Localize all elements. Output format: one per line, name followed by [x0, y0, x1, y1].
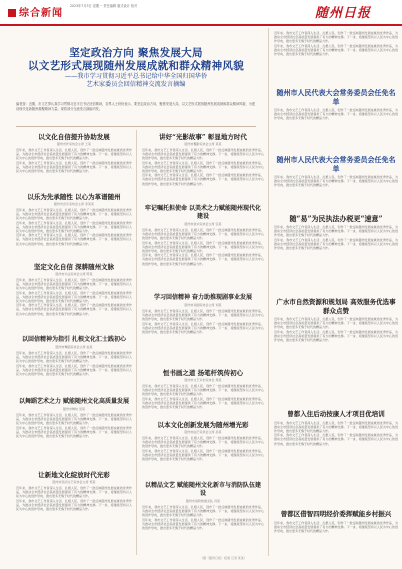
article-body: 近年来，我市文艺工作者深入生活、扎根人民，创作了一批反映随州发展成就的优秀作品，为推动全市经济社会高质量发展提供了有力的精神支撑。下一步，将继续坚持以人民为中心的创作导向，推出更多无愧于时代的精品力作。 — [16, 363, 132, 377]
article-byline: 随州市舞蹈家协会主席 赵某 — [55, 345, 93, 349]
sidebar-block — [274, 88, 398, 121]
article-body: 近年来，我市文艺工作者深入生活、扎根人民，创作了一批反映随州发展成就的优秀作品，为推动全市经济社会高质量发展提供了有力的精神支撑。下一步，将继续坚持以人民为中心的创作导向，推出更多无愧于时代的精品力作。 — [142, 160, 264, 174]
article-byline: 随州市文艺评论家协会 周某 — [184, 378, 222, 382]
editor-note: 编者按：近期，市文艺界认真学习贯彻习近平总书记回信精神，各界人士纷纷表示，要坚定政治方向，聚焦发展大局，以文艺形式展现随州发展成就和群众精神风貌，为建设现代化新随州凝聚精神力量。现将部分交流发言摘编刊发。 — [16, 102, 256, 111]
article-byline: 随州市美术家协会主席 张某 — [184, 222, 222, 226]
section-title: 综合新闻 — [19, 8, 63, 19]
article-title: 以本文化创新发展为随州增光彩 — [157, 421, 249, 429]
article-title: 学习回信精神 奋力助推现剧事业发展 — [153, 294, 253, 301]
section-label — [8, 4, 63, 19]
article-body: 近年来，我市文艺工作者深入生活、扎根人民，创作了一批反映随州发展成就的优秀作品，为推动全市经济社会高质量发展提供了有力的精神支撑。下一步，将继续坚持以人民为中心的创作导向，推出更多无愧于时代的精品力作。 — [142, 396, 264, 410]
sidebar-block — [274, 410, 398, 446]
article-body: 近年来，我市文艺工作者深入生活、扎根人民，创作了一批反映随州发展成就的优秀作品，为推动全市经济社会高质量发展提供了有力的精神支撑。下一步，将继续坚持以人民为中心的创作导向，推出更多无愧于时代的精品力作。 — [16, 351, 132, 364]
article-body: 近年来，我市文艺工作者深入生活、扎根人民，创作了一批反映随州发展成就的优秀作品，为推动全市经济社会高质量发展提供了有力的精神支撑。下一步，将继续坚持以人民为中心的创作导向，推出更多无愧于时代的精品力作。 — [142, 505, 264, 518]
article-body: 近年来，我市文艺工作者深入生活、扎根人民，创作了一批反映随州发展成就的优秀作品，为推动全市经济社会高质量发展提供了有力的精神支撑。下一步，将继续坚持以人民为中心的创作导向，推出更多无愧于时代的精品力作。 — [142, 240, 264, 254]
sidebar-body: 近年来，我市文艺工作者深入生活、扎根人民，创作了一批反映随州发展成就的优秀作品，为推动全市经济社会高质量发展提供了有力的精神支撑。下一步，将继续坚持以人民为中心的创作导向，推出更多无愧于时代的精品力作。 — [274, 31, 398, 44]
article-byline: 随州市音乐家协会主席 李某某 — [54, 202, 94, 206]
article-body: 近年来，我市文艺工作者深入生活、扎根人民，创作了一批反映随州发展成就的优秀作品，为推动全市经济社会高质量发展提供了有力的精神支撑。下一步，将继续坚持以人民为中心的创作导向，推出更多无愧于时代的精品力作。 — [142, 148, 264, 161]
article — [16, 192, 132, 246]
article — [16, 132, 132, 173]
article-title: 坚定文化自信 深耕随州文脉 — [33, 263, 115, 271]
column-rule — [268, 28, 269, 556]
article-title: 以精品文艺 赋能随州文化新市与消防队伍建设 — [144, 482, 262, 497]
article-byline: 随州市摄影家协会主席 某某 — [184, 142, 222, 146]
article-byline: 随州市戏剧家协会主席 刘某 — [184, 303, 222, 307]
article — [16, 398, 132, 438]
sidebar-body: 近年来，我市文艺工作者深入生活、扎根人民，创作了一批反映随州发展成就的优秀作品，为推动全市经济社会高质量发展提供了有力的精神支撑。下一步，将继续坚持以人民为中心的创作导向，推出更多无愧于时代的精品力作。 — [274, 520, 398, 533]
sidebar-title: 曾都入住后动按康人才项目优培训 — [287, 410, 385, 418]
headline-divider — [16, 126, 256, 127]
issue-meta: 2023年7月3日 星期一 责任编辑 版式设计 校对 — [70, 4, 138, 8]
headline-line2: 以文艺形式展现随州发展成就和群众精神风貌 — [28, 60, 244, 72]
article-body: 近年来，我市文艺工作者深入生活、扎根人民，创作了一批反映随州发展成就的优秀作品，为推动全市经济社会高质量发展提供了有力的精神支撑。下一步，将继续坚持以人民为中心的创作导向，推出更多无愧于时代的精品力作。 — [16, 413, 132, 426]
article-title: 恒书画之道 扬笔杆筑传初心 — [162, 369, 244, 377]
article — [142, 420, 264, 461]
sidebar-body: 近年来，我市文艺工作者深入生活、扎根人民，创作了一批反映随州发展成就的优秀作品，为推动全市经济社会高质量发展提供了有力的精神支撑。下一步，将继续坚持以人民为中心的创作导向，推出更多无愧于时代的精品力作。 — [274, 317, 398, 330]
sidebar-block — [274, 214, 398, 250]
article-body: 近年来，我市文艺工作者深入生活、扎根人民，创作了一批反映随州发展成就的优秀作品，为推动全市经济社会高质量发展提供了有力的精神支撑。下一步，将继续坚持以人民为中心的创作导向，推出更多无愧于时代的精品力作。 — [16, 233, 132, 246]
header-rule — [0, 24, 402, 26]
article-byline: 随州市作家协会主席 王某 — [57, 142, 91, 146]
article-byline: 随州市曲艺家协会主席 孙某 — [184, 430, 222, 434]
article — [142, 132, 264, 186]
article-body: 近年来，我市文艺工作者深入生活、扎根人民，创作了一批反映随州发展成就的优秀作品，为推动全市经济社会高质量发展提供了有力的精神支撑。下一步，将继续坚持以人民为中心的创作导向，推出更多无愧于时代的精品力作。 — [16, 486, 132, 499]
sidebar-body: 近年来，我市文艺工作者深入生活、扎根人民，创作了一批反映随州发展成就的优秀作品，为推动全市经济社会高质量发展提供了有力的精神支撑。下一步，将继续坚持以人民为中心的创作导向，推出更多无愧于时代的精品力作。 — [274, 433, 398, 446]
article-body: 近年来，我市文艺工作者深入生活、扎根人民，创作了一批反映随州发展成就的优秀作品，为推动全市经济社会高质量发展提供了有力的精神支撑。下一步，将继续坚持以人民为中心的创作导向，推出更多无愧于时代的精品力作。 — [16, 148, 132, 161]
article — [142, 205, 264, 266]
article — [16, 262, 132, 316]
sidebar-title: 曾都区借智四明经价委挥赋能乡村振兴 — [280, 510, 392, 518]
page-footer: （据《随州日报》报道 记者 某某） — [200, 556, 247, 560]
sidebar-body: 近年来，我市文艺工作者深入生活、扎根人民，创作了一批反映随州发展成就的优秀作品，为推动全市经济社会高质量发展提供了有力的精神支撑。下一步，将继续坚持以人民为中心的创作导向，推出更多无愧于时代的精品力作。 — [274, 175, 398, 188]
article-body: 近年来，我市文艺工作者深入生活、扎根人民，创作了一批反映随州发展成就的优秀作品，为推动全市经济社会高质量发展提供了有力的精神支撑。下一步，将继续坚持以人民为中心的创作导向，推出更多无愧于时代的精品力作。 — [142, 321, 264, 335]
article-body: 近年来，我市文艺工作者深入生活、扎根人民，创作了一批反映随州发展成就的优秀作品，为推动全市经济社会高质量发展提供了有力的精神支撑。下一步，将继续坚持以人民为中心的创作导向，推出更多无愧于时代的精品力作。 — [16, 290, 132, 304]
article — [142, 482, 264, 530]
sidebar-title: 广水市自然资源和规划局 高效服务优选事群众点赞 — [276, 298, 396, 315]
article-byline: 随州市消防救援支队 冯某 — [186, 499, 220, 503]
section-marker-icon — [8, 9, 16, 17]
article-body: 近年来，我市文艺工作者深入生活、扎根人民，创作了一批反映随州发展成就的优秀作品，为推动全市经济社会高质量发展提供了有力的精神支撑。下一步，将继续坚持以人民为中心的创作导向，推出更多无愧于时代的精品力作。 — [142, 253, 264, 266]
article-body: 近年来，我市文艺工作者深入生活、扎根人民，创作了一批反映随州发展成就的优秀作品，为推动全市经济社会高质量发展提供了有力的精神支撑。下一步，将继续坚持以人民为中心的创作导向，推出更多无愧于时代的精品力作。 — [16, 160, 132, 174]
headline-line1: 坚定政治方向 聚焦发展大局 — [69, 47, 203, 59]
article-byline: 随州市民间文艺家协会主席 郑某 — [52, 480, 96, 484]
page-header — [0, 0, 402, 27]
column-rule — [136, 130, 137, 555]
newspaper-logo: 随州日报 — [315, 6, 372, 21]
article-title: 讲好“光影故事” 彰显地方时代 — [159, 133, 247, 141]
article-body: 近年来，我市文艺工作者深入生活、扎根人民，创作了一批反映随州发展成就的优秀作品，为推动全市经济社会高质量发展提供了有力的精神支撑。下一步，将继续坚持以人民为中心的创作导向，推出更多无愧于时代的精品力作。 — [16, 208, 132, 221]
subheadline-line2: 艺术家委员会回信精神交流发言摘编 — [86, 81, 186, 88]
article-title: 牢记嘱托担使命 以美术之力赋能随州现代化建设 — [144, 205, 262, 220]
sidebar-body: 近年来，我市文艺工作者深入生活、扎根人民，创作了一批反映随州发展成就的优秀作品，为推动全市经济社会高质量发展提供了有力的精神支撑。下一步，将继续坚持以人民为中心的创作导向，推出更多无愧于时代的精品力作。 — [274, 420, 398, 433]
sidebar-block — [274, 510, 398, 533]
sidebar-block — [274, 31, 398, 56]
article-body: 近年来，我市文艺工作者深入生活、扎根人民，创作了一批反映随州发展成就的优秀作品，为推动全市经济社会高质量发展提供了有力的精神支撑。下一步，将继续坚持以人民为中心的创作导向，推出更多无愧于时代的精品力作。 — [142, 309, 264, 322]
main-headline — [16, 47, 256, 89]
sidebar-title: 随州市人民代表大会常务委员会任免名单 — [276, 88, 396, 106]
article-body: 近年来，我市文艺工作者深入生活、扎根人民，创作了一批反映随州发展成就的优秀作品，为推动全市经济社会高质量发展提供了有力的精神支撑。下一步，将继续坚持以人民为中心的创作导向，推出更多无愧于时代的精品力作。 — [16, 278, 132, 291]
sidebar-body: 近年来，我市文艺工作者深入生活、扎根人民，创作了一批反映随州发展成就的优秀作品，为推动全市经济社会高质量发展提供了有力的精神支撑。下一步，将继续坚持以人民为中心的创作导向，推出更多无愧于时代的精品力作。 — [274, 329, 398, 343]
article-body: 近年来，我市文艺工作者深入生活、扎根人民，创作了一批反映随州发展成就的优秀作品，为推动全市经济社会高质量发展提供了有力的精神支撑。下一步，将继续坚持以人民为中心的创作导向，推出更多无愧于时代的精品力作。 — [142, 228, 264, 241]
article-byline: 随州市书法家协会主席 陈某 — [55, 272, 93, 276]
article — [16, 470, 132, 511]
article-title: 让新地文化绽放时代光彩 — [38, 471, 110, 479]
article-title: 以回信精神为指引 扎根文化汇士践初心 — [21, 336, 127, 343]
sidebar-block — [274, 155, 398, 188]
article-byline: 随州市舞协 吴某 — [63, 407, 85, 411]
sidebar-title: 随“易”为民执法办税更“速意” — [289, 214, 383, 223]
sidebar-block — [274, 298, 398, 342]
article-body: 近年来，我市文艺工作者深入生活、扎根人民，创作了一批反映随州发展成就的优秀作品，为推动全市经济社会高质量发展提供了有力的精神支撑。下一步，将继续坚持以人民为中心的创作导向，推出更多无愧于时代的精品力作。 — [142, 436, 264, 449]
article — [142, 294, 264, 334]
article-body: 近年来，我市文艺工作者深入生活、扎根人民，创作了一批反映随州发展成就的优秀作品，为推动全市经济社会高质量发展提供了有力的精神支撑。下一步，将继续坚持以人民为中心的创作导向，推出更多无愧于时代的精品力作。 — [142, 517, 264, 531]
article-body: 近年来，我市文艺工作者深入生活、扎根人民，创作了一批反映随州发展成就的优秀作品，为推动全市经济社会高质量发展提供了有力的精神支撑。下一步，将继续坚持以人民为中心的创作导向，推出更多无愧于时代的精品力作。 — [16, 220, 132, 234]
sidebar-body: 近年来，我市文艺工作者深入生活、扎根人民，创作了一批反映随州发展成就的优秀作品，为推动全市经济社会高质量发展提供了有力的精神支撑。下一步，将继续坚持以人民为中心的创作导向，推出更多无愧于时代的精品力作。 — [274, 43, 398, 57]
article-body: 近年来，我市文艺工作者深入生活、扎根人民，创作了一批反映随州发展成就的优秀作品，为推动全市经济社会高质量发展提供了有力的精神支撑。下一步，将继续坚持以人民为中心的创作导向，推出更多无愧于时代的精品力作。 — [16, 303, 132, 316]
article — [142, 368, 264, 409]
article-title: 以文化自信提升协助发展 — [38, 133, 110, 141]
sidebar-title: 随州市人民代表大会常务委员会任免名单 — [276, 155, 396, 173]
sidebar-body: 近年来，我市文艺工作者深入生活、扎根人民，创作了一批反映随州发展成就的优秀作品，为推动全市经济社会高质量发展提供了有力的精神支撑。下一步，将继续坚持以人民为中心的创作导向，推出更多无愧于时代的精品力作。 — [274, 237, 398, 251]
sidebar-body: 近年来，我市文艺工作者深入生活、扎根人民，创作了一批反映随州发展成就的优秀作品，为推动全市经济社会高质量发展提供了有力的精神支撑。下一步，将继续坚持以人民为中心的创作导向，推出更多无愧于时代的精品力作。 — [274, 108, 398, 121]
article — [16, 336, 132, 376]
article-body: 近年来，我市文艺工作者深入生活、扎根人民，创作了一批反映随州发展成就的优秀作品，为推动全市经济社会高质量发展提供了有力的精神支撑。下一步，将继续坚持以人民为中心的创作导向，推出更多无愧于时代的精品力作。 — [142, 448, 264, 462]
subheadline-line1: ——我市学习贯彻习近平总书记给中华全国归国华侨 — [64, 73, 208, 80]
article-body: 近年来，我市文艺工作者深入生活、扎根人民，创作了一批反映随州发展成就的优秀作品，为推动全市经济社会高质量发展提供了有力的精神支撑。下一步，将继续坚持以人民为中心的创作导向，推出更多无愧于时代的精品力作。 — [16, 425, 132, 439]
article-title: 以舞蹈艺术之力 赋能随州文化高质量发展 — [18, 398, 130, 405]
article-body: 近年来，我市文艺工作者深入生活、扎根人民，创作了一批反映随州发展成就的优秀作品，为推动全市经济社会高质量发展提供了有力的精神支撑。下一步，将继续坚持以人民为中心的创作导向，推出更多无愧于时代的精品力作。 — [142, 384, 264, 397]
article-body: 近年来，我市文艺工作者深入生活、扎根人民，创作了一批反映随州发展成就的优秀作品，为推动全市经济社会高质量发展提供了有力的精神支撑。下一步，将继续坚持以人民为中心的创作导向，推出更多无愧于时代的精品力作。 — [142, 173, 264, 186]
article-title: 以乐为先承随性 以心为革谱随州 — [27, 193, 121, 201]
article-body: 近年来，我市文艺工作者深入生活、扎根人民，创作了一批反映随州发展成就的优秀作品，为推动全市经济社会高质量发展提供了有力的精神支撑。下一步，将继续坚持以人民为中心的创作导向，推出更多无愧于时代的精品力作。 — [16, 498, 132, 512]
sidebar-body: 近年来，我市文艺工作者深入生活、扎根人民，创作了一批反映随州发展成就的优秀作品，为推动全市经济社会高质量发展提供了有力的精神支撑。下一步，将继续坚持以人民为中心的创作导向，推出更多无愧于时代的精品力作。 — [274, 225, 398, 238]
